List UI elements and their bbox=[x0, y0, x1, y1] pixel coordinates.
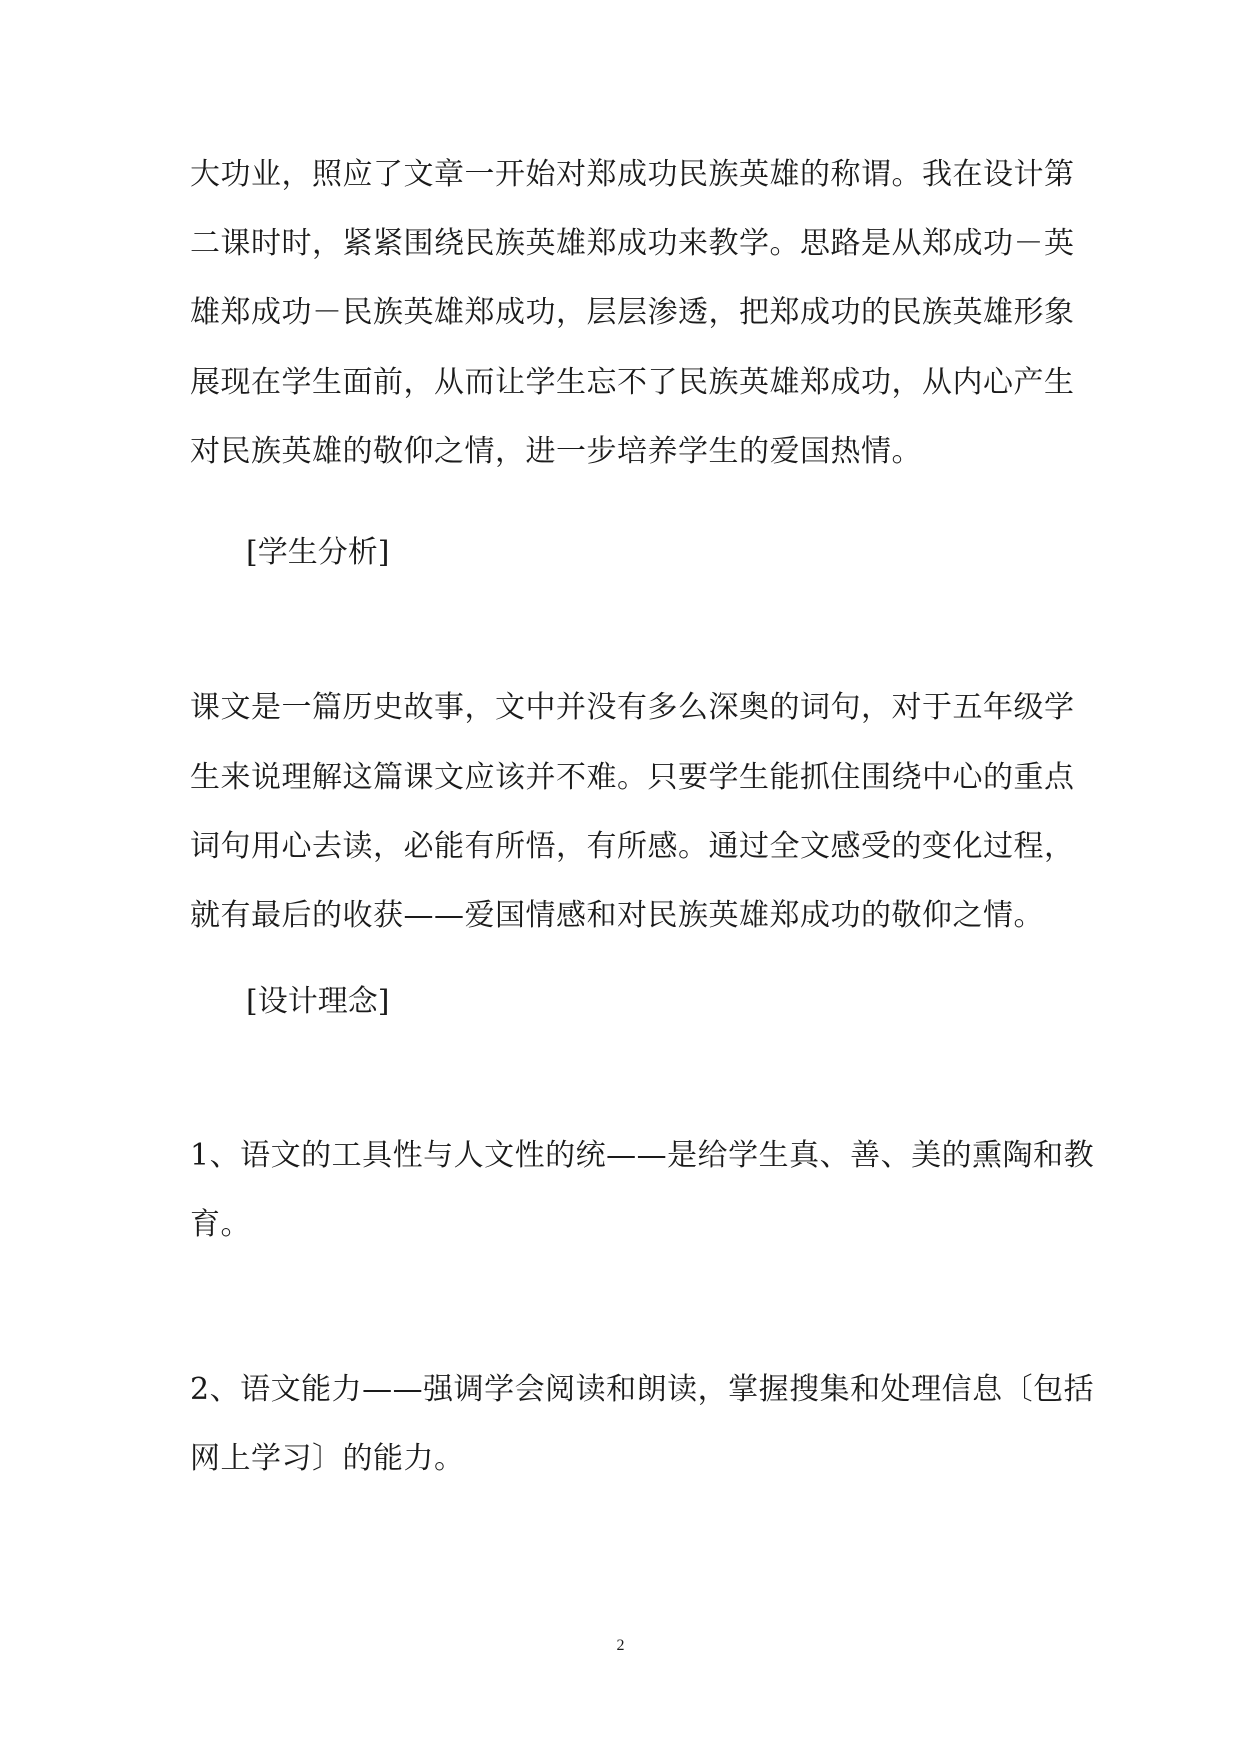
list-item-line: 2、语文能力——强调学会阅读和朗读，掌握搜集和处理信息〔包括 bbox=[190, 1372, 1095, 1407]
section-heading-student-analysis: [学生分析] bbox=[246, 535, 390, 570]
paragraph-line: 大功业，照应了文章一开始对郑成功民族英雄的称谓。我在设计第 bbox=[190, 157, 1075, 192]
paragraph-line: 词句用心去读，必能有所悟，有所感。通过全文感受的变化过程， bbox=[190, 829, 1075, 864]
list-item-line: 育。 bbox=[190, 1207, 251, 1242]
page-number: 2 bbox=[616, 1637, 625, 1654]
paragraph-line: 课文是一篇历史故事，文中并没有多么深奥的词句，对于五年级学 bbox=[190, 690, 1075, 725]
list-item-line: 网上学习〕的能力。 bbox=[190, 1441, 465, 1476]
paragraph-line: 展现在学生面前，从而让学生忘不了民族英雄郑成功，从内心产生 bbox=[190, 365, 1075, 400]
paragraph-line: 雄郑成功－民族英雄郑成功，层层渗透，把郑成功的民族英雄形象 bbox=[190, 295, 1075, 330]
paragraph-line: 对民族英雄的敬仰之情，进一步培养学生的爱国热情。 bbox=[190, 434, 922, 469]
paragraph-line: 就有最后的收获——爱国情感和对民族英雄郑成功的敬仰之情。 bbox=[190, 898, 1044, 933]
paragraph-line: 生来说理解这篇课文应该并不难。只要学生能抓住围绕中心的重点 bbox=[190, 760, 1075, 795]
list-item-line: 1、语文的工具性与人文性的统——是给学生真、善、美的熏陶和教 bbox=[190, 1138, 1095, 1173]
paragraph-line: 二课时时，紧紧围绕民族英雄郑成功来教学。思路是从郑成功－英 bbox=[190, 226, 1075, 261]
section-heading-design-concept: [设计理念] bbox=[246, 984, 390, 1019]
